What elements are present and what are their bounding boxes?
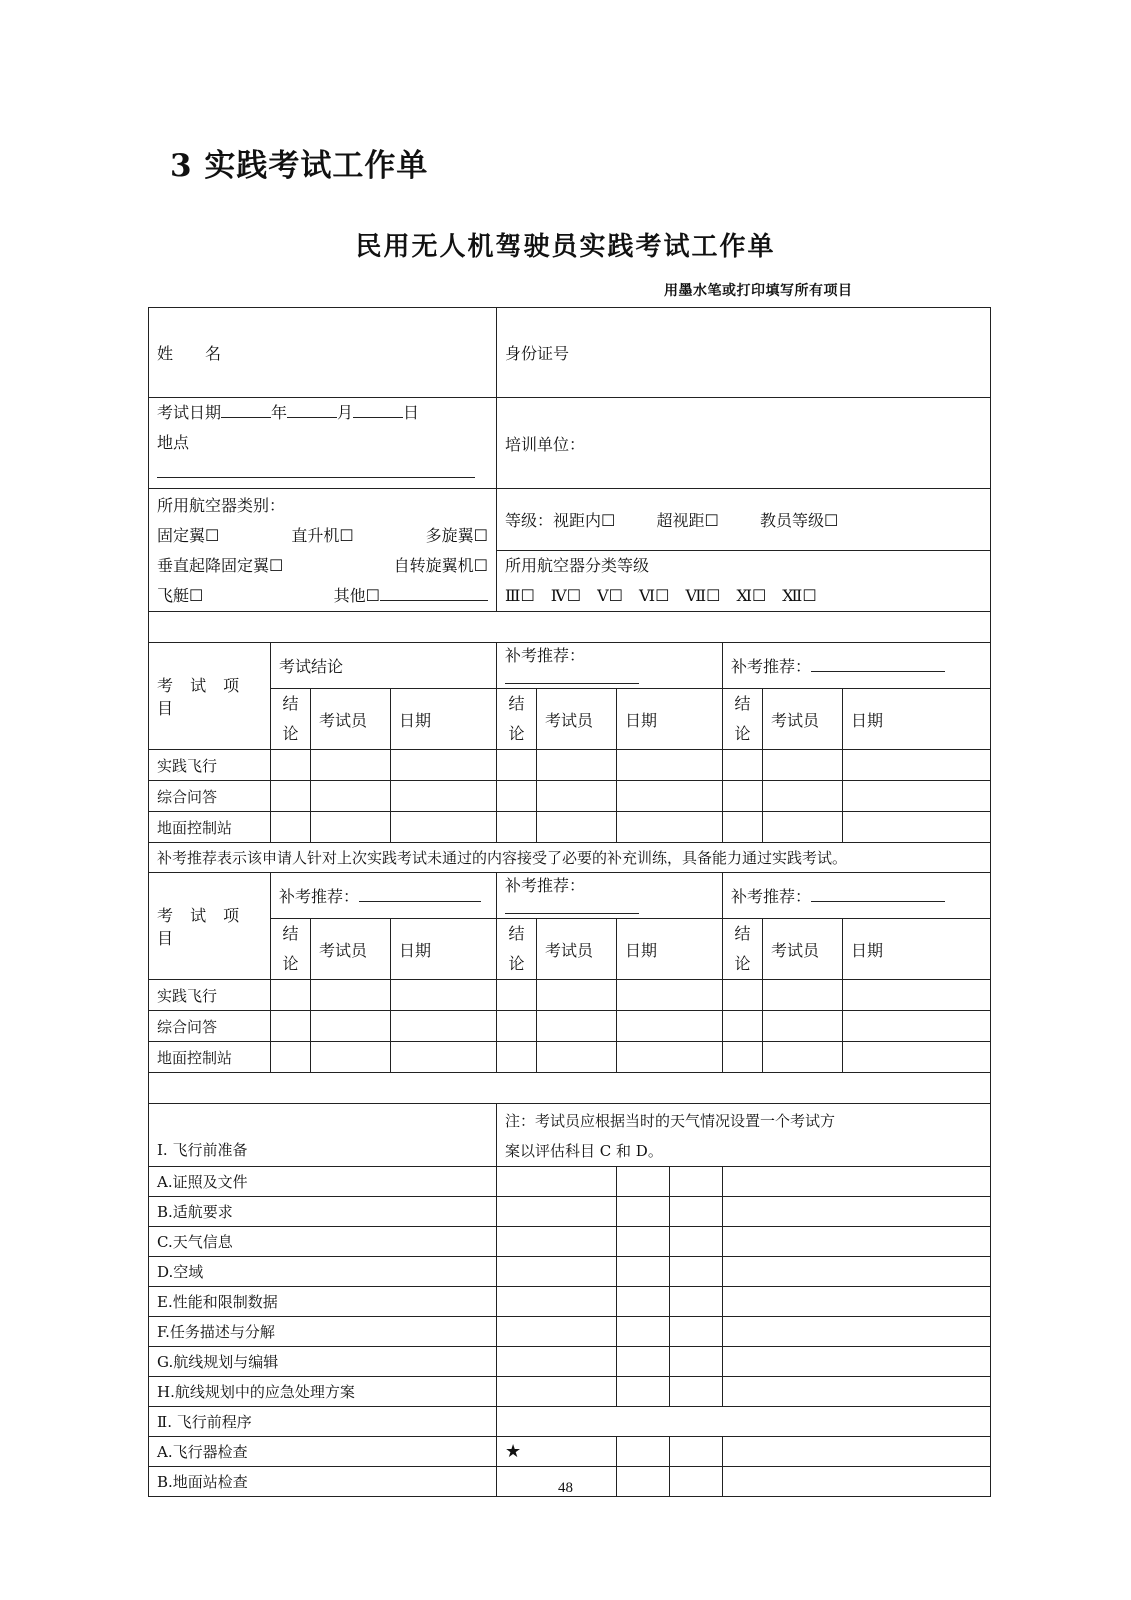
examiner-note-line1: 注：考试员应根据当时的天气情况设置一个考试方 <box>505 1112 836 1130</box>
table-row <box>149 781 991 812</box>
checklist-item: F.任务描述与分解 <box>149 1317 497 1347</box>
exam-date-location-cell <box>149 398 497 489</box>
list-item <box>149 1347 991 1377</box>
conclusion-col-header: 结论 <box>271 919 311 980</box>
checklist-item: E.性能和限制数据 <box>149 1287 497 1317</box>
retest-recommend-label: 补考推荐： <box>505 646 586 665</box>
spacer-row <box>149 612 991 643</box>
row-label: 综合问答 <box>149 781 271 812</box>
checkbox-multirotor[interactable]: 多旋翼☐ <box>425 526 489 545</box>
checkbox-fixed-wing[interactable]: 固定翼☐ <box>157 526 220 545</box>
year-label: 年 <box>271 403 288 422</box>
retest-recommend-header <box>723 873 991 919</box>
row-label: 综合问答 <box>149 1011 271 1042</box>
table-row <box>149 812 991 843</box>
day-blank[interactable] <box>353 400 403 418</box>
row-label: 实践飞行 <box>149 980 271 1011</box>
row-label: 实践飞行 <box>149 750 271 781</box>
section-heading: 3 实践考试工作单 <box>170 148 429 184</box>
checkbox-other[interactable]: 其他☐ <box>333 586 381 605</box>
conclusion-col-header: 结论 <box>723 689 763 750</box>
examiner-note <box>497 1104 991 1167</box>
retest-recommend-blank[interactable] <box>811 884 945 902</box>
other-blank[interactable] <box>380 583 488 601</box>
row-label: 地面控制站 <box>149 812 271 843</box>
list-item <box>149 1167 991 1197</box>
aircraft-category-label: 所用航空器类别： <box>157 496 286 515</box>
class-grade-options[interactable]: Ⅲ☐ Ⅳ☐ Ⅴ☐ Ⅵ☐ Ⅶ☐ Ⅺ☐ Ⅻ☐ <box>505 585 817 605</box>
retest-recommend-blank[interactable] <box>505 896 639 914</box>
retest-recommend-blank[interactable] <box>505 666 639 684</box>
checklist-item: A.证照及文件 <box>149 1167 497 1197</box>
checkbox-vlos[interactable]: 视距内☐ <box>553 510 616 530</box>
retest-recommend-label: 补考推荐： <box>505 876 586 895</box>
table-row <box>149 1042 991 1073</box>
checklist-item: H.航线规划中的应急处理方案 <box>149 1377 497 1407</box>
section-preflight-prep: Ⅰ. 飞行前准备 <box>149 1104 497 1167</box>
checklist-item: A.飞行器检查 <box>149 1437 497 1467</box>
date-col-header: 日期 <box>391 919 497 980</box>
checkbox-bvlos[interactable]: 超视距☐ <box>656 510 719 530</box>
checkbox-instructor[interactable]: 教员等级☐ <box>759 510 839 530</box>
checklist-item: D.空域 <box>149 1257 497 1287</box>
checklist-item: B.地面站检查 <box>149 1467 497 1497</box>
class-grade-cell <box>497 550 991 612</box>
aircraft-category-row3 <box>157 581 488 611</box>
form-title: 民用无人机驾驶员实践考试工作单 <box>355 232 776 262</box>
retest-recommend-blank[interactable] <box>811 654 945 672</box>
retest-recommend-blank[interactable] <box>359 884 481 902</box>
list-item <box>149 1287 991 1317</box>
checklist-item: G.航线规划与编辑 <box>149 1347 497 1377</box>
exam-date-label: 考试日期 <box>157 403 222 422</box>
name-label: 姓 名 <box>157 344 222 363</box>
checkbox-autogyro[interactable]: 自转旋翼机☐ <box>393 556 489 575</box>
name-field[interactable] <box>149 308 497 398</box>
page-number: 48 <box>558 1480 573 1496</box>
aircraft-category-row2 <box>157 551 488 581</box>
month-label: 月 <box>337 403 354 422</box>
checkbox-vtol-fixed-wing[interactable]: 垂直起降固定翼☐ <box>157 556 284 575</box>
conclusion-col-header: 结论 <box>271 689 311 750</box>
location-blank[interactable] <box>157 460 475 478</box>
id-number-field[interactable] <box>497 308 991 398</box>
list-item <box>149 1257 991 1287</box>
year-blank[interactable] <box>221 400 271 418</box>
examiner-col-header: 考试员 <box>311 689 391 750</box>
retest-recommend-header <box>497 873 723 919</box>
checklist-item: C.天气信息 <box>149 1227 497 1257</box>
aircraft-category-cell <box>149 489 497 612</box>
retest-recommend-header <box>723 643 991 689</box>
examiner-col-header: 考试员 <box>763 689 843 750</box>
day-label: 日 <box>403 403 420 422</box>
grade-cell <box>497 489 991 551</box>
conclusion-col-header: 结论 <box>497 689 537 750</box>
date-col-header: 日期 <box>617 689 723 750</box>
checklist-item: B.适航要求 <box>149 1197 497 1227</box>
section-preflight-procedure: Ⅱ. 飞行前程序 <box>149 1407 497 1437</box>
class-grade-label: 所用航空器分类等级 <box>505 555 650 575</box>
examiner-col-header: 考试员 <box>311 919 391 980</box>
list-item <box>149 1227 991 1257</box>
conclusion-col-header: 结论 <box>723 919 763 980</box>
training-unit-field[interactable] <box>497 398 991 489</box>
retest-note: 补考推荐表示该申请人针对上次实践考试未通过的内容接受了必要的补充训练，具备能力通过实践考试。 <box>149 843 991 873</box>
spacer-row <box>149 1073 991 1104</box>
aircraft-category-row1 <box>157 521 488 551</box>
id-number-label: 身份证号 <box>505 344 570 363</box>
date-col-header: 日期 <box>391 689 497 750</box>
retest-recommend-label: 补考推荐： <box>731 887 812 906</box>
examiner-note-line2: 案以评估科目 C 和 D。 <box>505 1142 663 1160</box>
retest-recommend-header <box>271 873 497 919</box>
list-item <box>149 1437 991 1467</box>
examiner-col-header: 考试员 <box>537 919 617 980</box>
month-blank[interactable] <box>287 400 337 418</box>
list-item <box>149 1197 991 1227</box>
date-col-header: 日期 <box>617 919 723 980</box>
conclusion-col-header: 结论 <box>497 919 537 980</box>
checkbox-helicopter[interactable]: 直升机☐ <box>291 526 354 545</box>
exam-worksheet-table <box>148 307 991 1497</box>
fill-instruction: 用墨水笔或打印填写所有项目 <box>664 283 853 299</box>
exam-date-line <box>157 398 488 428</box>
retest-recommend-header <box>497 643 723 689</box>
list-item <box>149 1377 991 1407</box>
training-unit-label: 培训单位： <box>505 434 586 454</box>
location-line <box>157 428 488 488</box>
exam-items-header: 考 试 项 目 <box>149 873 271 980</box>
exam-conclusion-header: 考试结论 <box>271 643 497 689</box>
retest-recommend-label: 补考推荐： <box>731 657 812 676</box>
date-col-header: 日期 <box>843 689 991 750</box>
examiner-col-header: 考试员 <box>763 919 843 980</box>
star-icon: ★ <box>505 1441 522 1462</box>
table-row <box>149 1011 991 1042</box>
examiner-col-header: 考试员 <box>537 689 617 750</box>
location-label: 地点 <box>157 433 190 452</box>
table-row <box>149 750 991 781</box>
retest-recommend-label: 补考推荐： <box>279 887 360 906</box>
table-row <box>149 980 991 1011</box>
grade-label: 等级： <box>505 510 554 530</box>
date-col-header: 日期 <box>843 919 991 980</box>
checkbox-airship[interactable]: 飞艇☐ <box>157 586 204 605</box>
exam-items-header: 考 试 项 目 <box>149 643 271 750</box>
row-label: 地面控制站 <box>149 1042 271 1073</box>
list-item <box>149 1317 991 1347</box>
